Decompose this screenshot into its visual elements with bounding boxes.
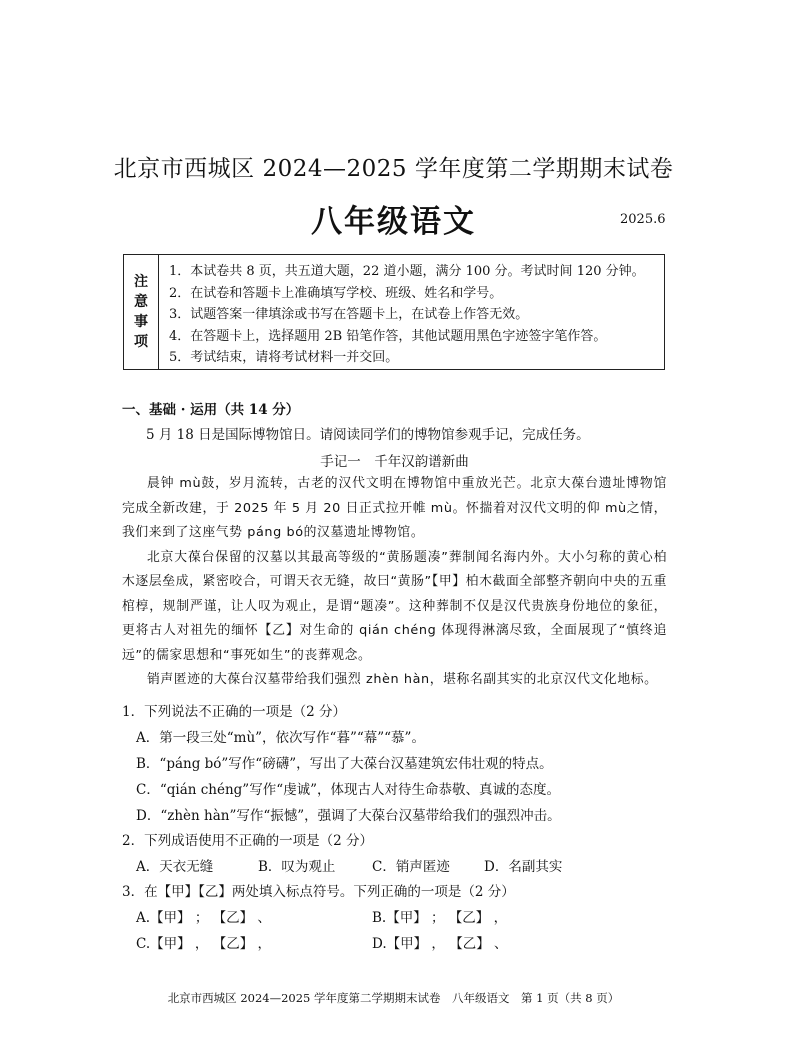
notice-item: 4．在答题卡上，选择题用 2B 铅笔作答，其他试题用黑色字迹签字笔作答。 — [169, 328, 607, 344]
notice-label-char: 项 — [134, 334, 148, 350]
page-footer: 北京市西城区 2024—2025 学年度第二学期期末试卷 八年级语文 第 1 页（共 8 页） — [167, 991, 620, 1005]
question-stem: 3．在【甲】【乙】两处填入标点符号。下列正确的一项是（2 分） — [122, 884, 515, 900]
question-option: A．天衣无缝 — [136, 859, 214, 875]
question-option: A.【甲】 ； 【乙】 、 — [136, 910, 271, 926]
note-title: 手记一 千年汉韵谱新曲 — [320, 454, 469, 470]
question-stem: 1．下列说法不正确的一项是（2 分） — [122, 704, 346, 720]
notice-item: 5．考试结束，请将考试材料一并交回。 — [169, 350, 399, 365]
notice-label-char: 事 — [134, 314, 148, 330]
section-heading: 一、基础 · 运用（共 14 分） — [122, 402, 300, 418]
subject-title: 八年级语文 — [311, 204, 476, 240]
question-option: D．名副其实 — [484, 859, 563, 875]
question-option: C.【甲】 ， 【乙】 ， — [136, 936, 272, 952]
exam-date: 2025.6 — [620, 212, 666, 227]
notice-label — [124, 255, 159, 369]
question-option: D．“zhèn hàn”写作“振憾”，强调了大葆台汉墓带给我们的强烈冲击。 — [136, 808, 561, 824]
passage-paragraph: 销声匿迹的大葆台汉墓带给我们强烈 zhèn hàn，堪称名副其实的北京汉代文化地标。 — [147, 672, 658, 687]
notice-item: 3．试题答案一律填涂或书写在答题卡上，在试卷上作答无效。 — [169, 307, 529, 322]
notice-box — [123, 254, 665, 370]
question-option: B.【甲】 ； 【乙】 ， — [372, 910, 508, 926]
question-option: B．叹为观止 — [258, 859, 336, 875]
passage-paragraph: 晨钟 mù鼓，岁月流转，古老的汉代文明在博物馆中重放光芒。北京大葆台遗址博物馆完成全新改建，于 2025 年 5 月 20 日正式拉开帷 mù。怀揣着对汉代文明的仰 mù之情，我们来到了这座气势 páng bó的汉墓遗址博物馆。 — [122, 476, 667, 540]
notice-item: 2．在试卷和答题卡上准确填写学校、班级、姓名和学号。 — [169, 285, 503, 301]
question-option: C．“qián chéng”写作“虔诚”，体现古人对待生命恭敬、真诚的态度。 — [136, 782, 561, 798]
notice-label-char: 注 — [134, 274, 148, 290]
question-option: B．“páng bó”写作“磅礴”，写出了大葆台汉墓建筑宏伟壮观的特点。 — [136, 756, 553, 772]
question-option: C．销声匿迹 — [372, 859, 450, 875]
exam-title: 北京市西城区 2024—2025 学年度第二学期期末试卷 — [113, 156, 674, 182]
reading-passage — [122, 472, 667, 693]
notice-label-char: 意 — [134, 294, 148, 310]
question-option: D.【甲】 ， 【乙】 、 — [372, 936, 508, 952]
question-option: A．第一段三处“mù”，依次写作“暮”“幕”“慕”。 — [136, 730, 425, 746]
section-intro: 5 月 18 日是国际博物馆日。请阅读同学们的博物馆参观手记，完成任务。 — [146, 427, 590, 443]
notice-items — [159, 255, 645, 369]
question-stem: 2．下列成语使用不正确的一项是（2 分） — [122, 833, 373, 849]
notice-item: 1．本试卷共 8 页，共五道大题，22 道小题，满分 100 分。考试时间 120 分钟。 — [169, 264, 645, 279]
passage-paragraph: 北京大葆台保留的汉墓以其最高等级的“黄肠题凑”葬制闻名海内外。大小匀称的黄心柏木逐层垒成，紧密咬合，可谓天衣无缝，故曰“黄肠”【甲】柏木截面全部整齐朝向中央的五重棺椁，规制严谨，让人叹为观止，是谓“题凑”。这种葬制不仅是汉代贵族身份地位的象征，更将古人对祖先的缅怀【乙】对生命的 qián chéng 体现得淋漓尽致，全面展现了“慎终追远”的儒家思想和“事死如生”的丧葬观念。 — [122, 549, 667, 663]
